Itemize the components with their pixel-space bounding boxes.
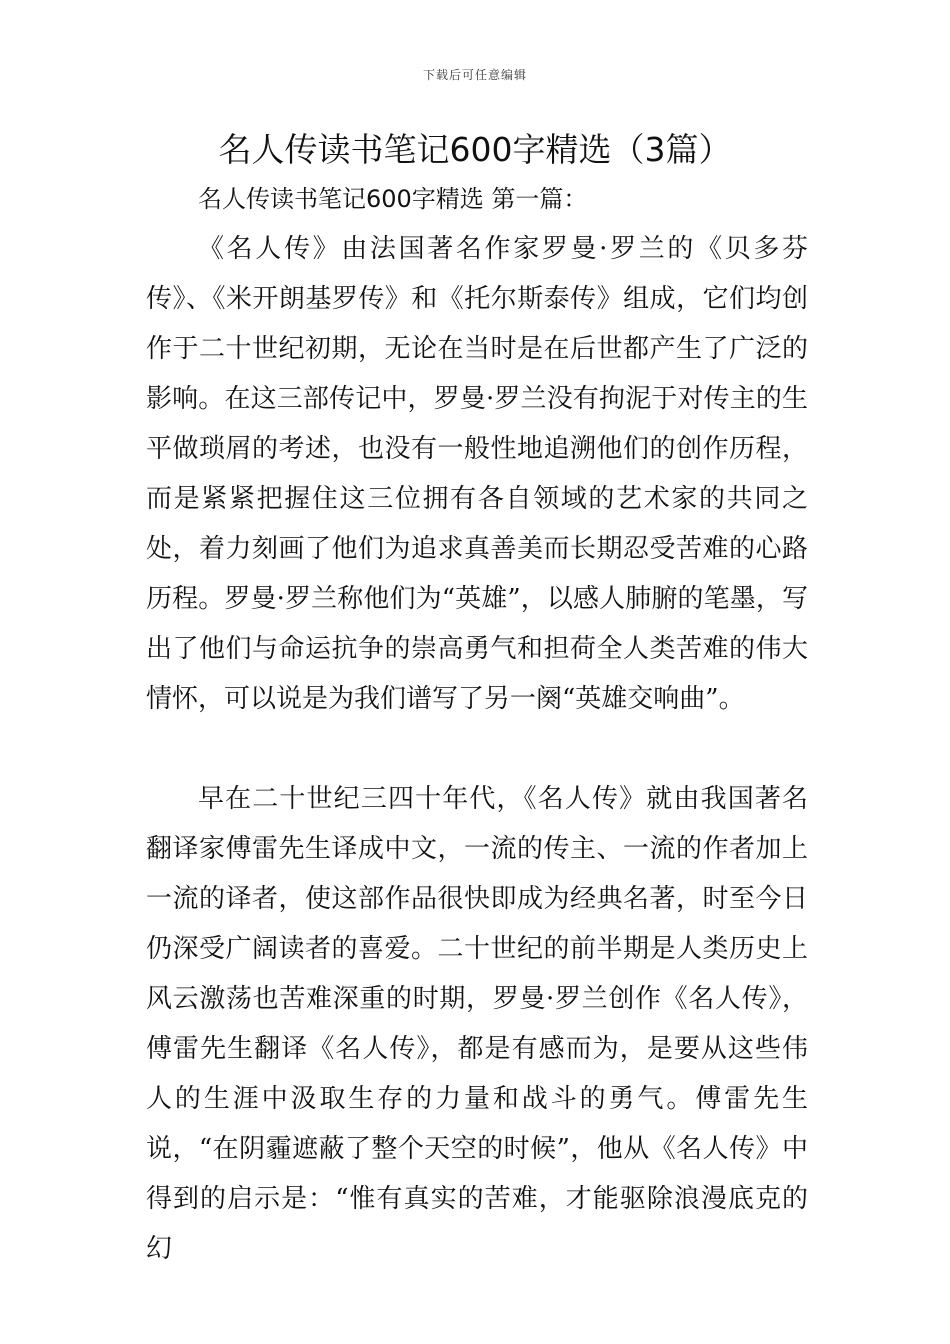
section-heading: 名人传读书笔记600字精选 第一篇：: [198, 185, 588, 213]
header-note: 下载后可任意编辑: [422, 68, 527, 82]
document-title: 名人传读书笔记600字精选（3篇）: [218, 130, 732, 169]
body-paragraph-1: 《名人传》由法国著名作家罗曼·罗兰的《贝多芬传》、《米开朗基罗传》和《托尔斯泰传》组成，它们均创作于二十世纪初期，无论在当时是在后世都产生了广泛的影响。在这三部传记中，罗曼·罗兰没有拘泥于对传主的生平做琐屑的考述，也没有一般性地追溯他们的创作历程，而是紧紧把握住这三位拥有各自领域的艺术家的共同之处，着力刻画了他们为追求真善美而长期忍受苦难的心路历程。罗曼·罗兰称他们为“英雄”，以感人肺腑的笔墨，写出了他们与命运抗争的崇高勇气和担荷全人类苦难的伟大情怀，可以说是为我们谱写了另一阕“英雄交响曲”。: [146, 234, 808, 714]
body-paragraph-2: 早在二十世纪三四十年代，《名人传》就由我国著名翻译家傅雷先生译成中文，一流的传主、一流的作者加上一流的译者，使这部作品很快即成为经典名著，时至今日仍深受广阔读者的喜爱。二十世纪的前半期是人类历史上风云激荡也苦难深重的时期，罗曼·罗兰创作《名人传》，傅雷先生翻译《名人传》，都是有感而为，是要从这些伟人的生涯中汲取生存的力量和战斗的勇气。傅雷先生说，“在阴霾遮蔽了整个天空的时候”，他从《名人传》中得到的启示是：“惟有真实的苦难，才能驱除浪漫底克的幻: [146, 784, 808, 1264]
